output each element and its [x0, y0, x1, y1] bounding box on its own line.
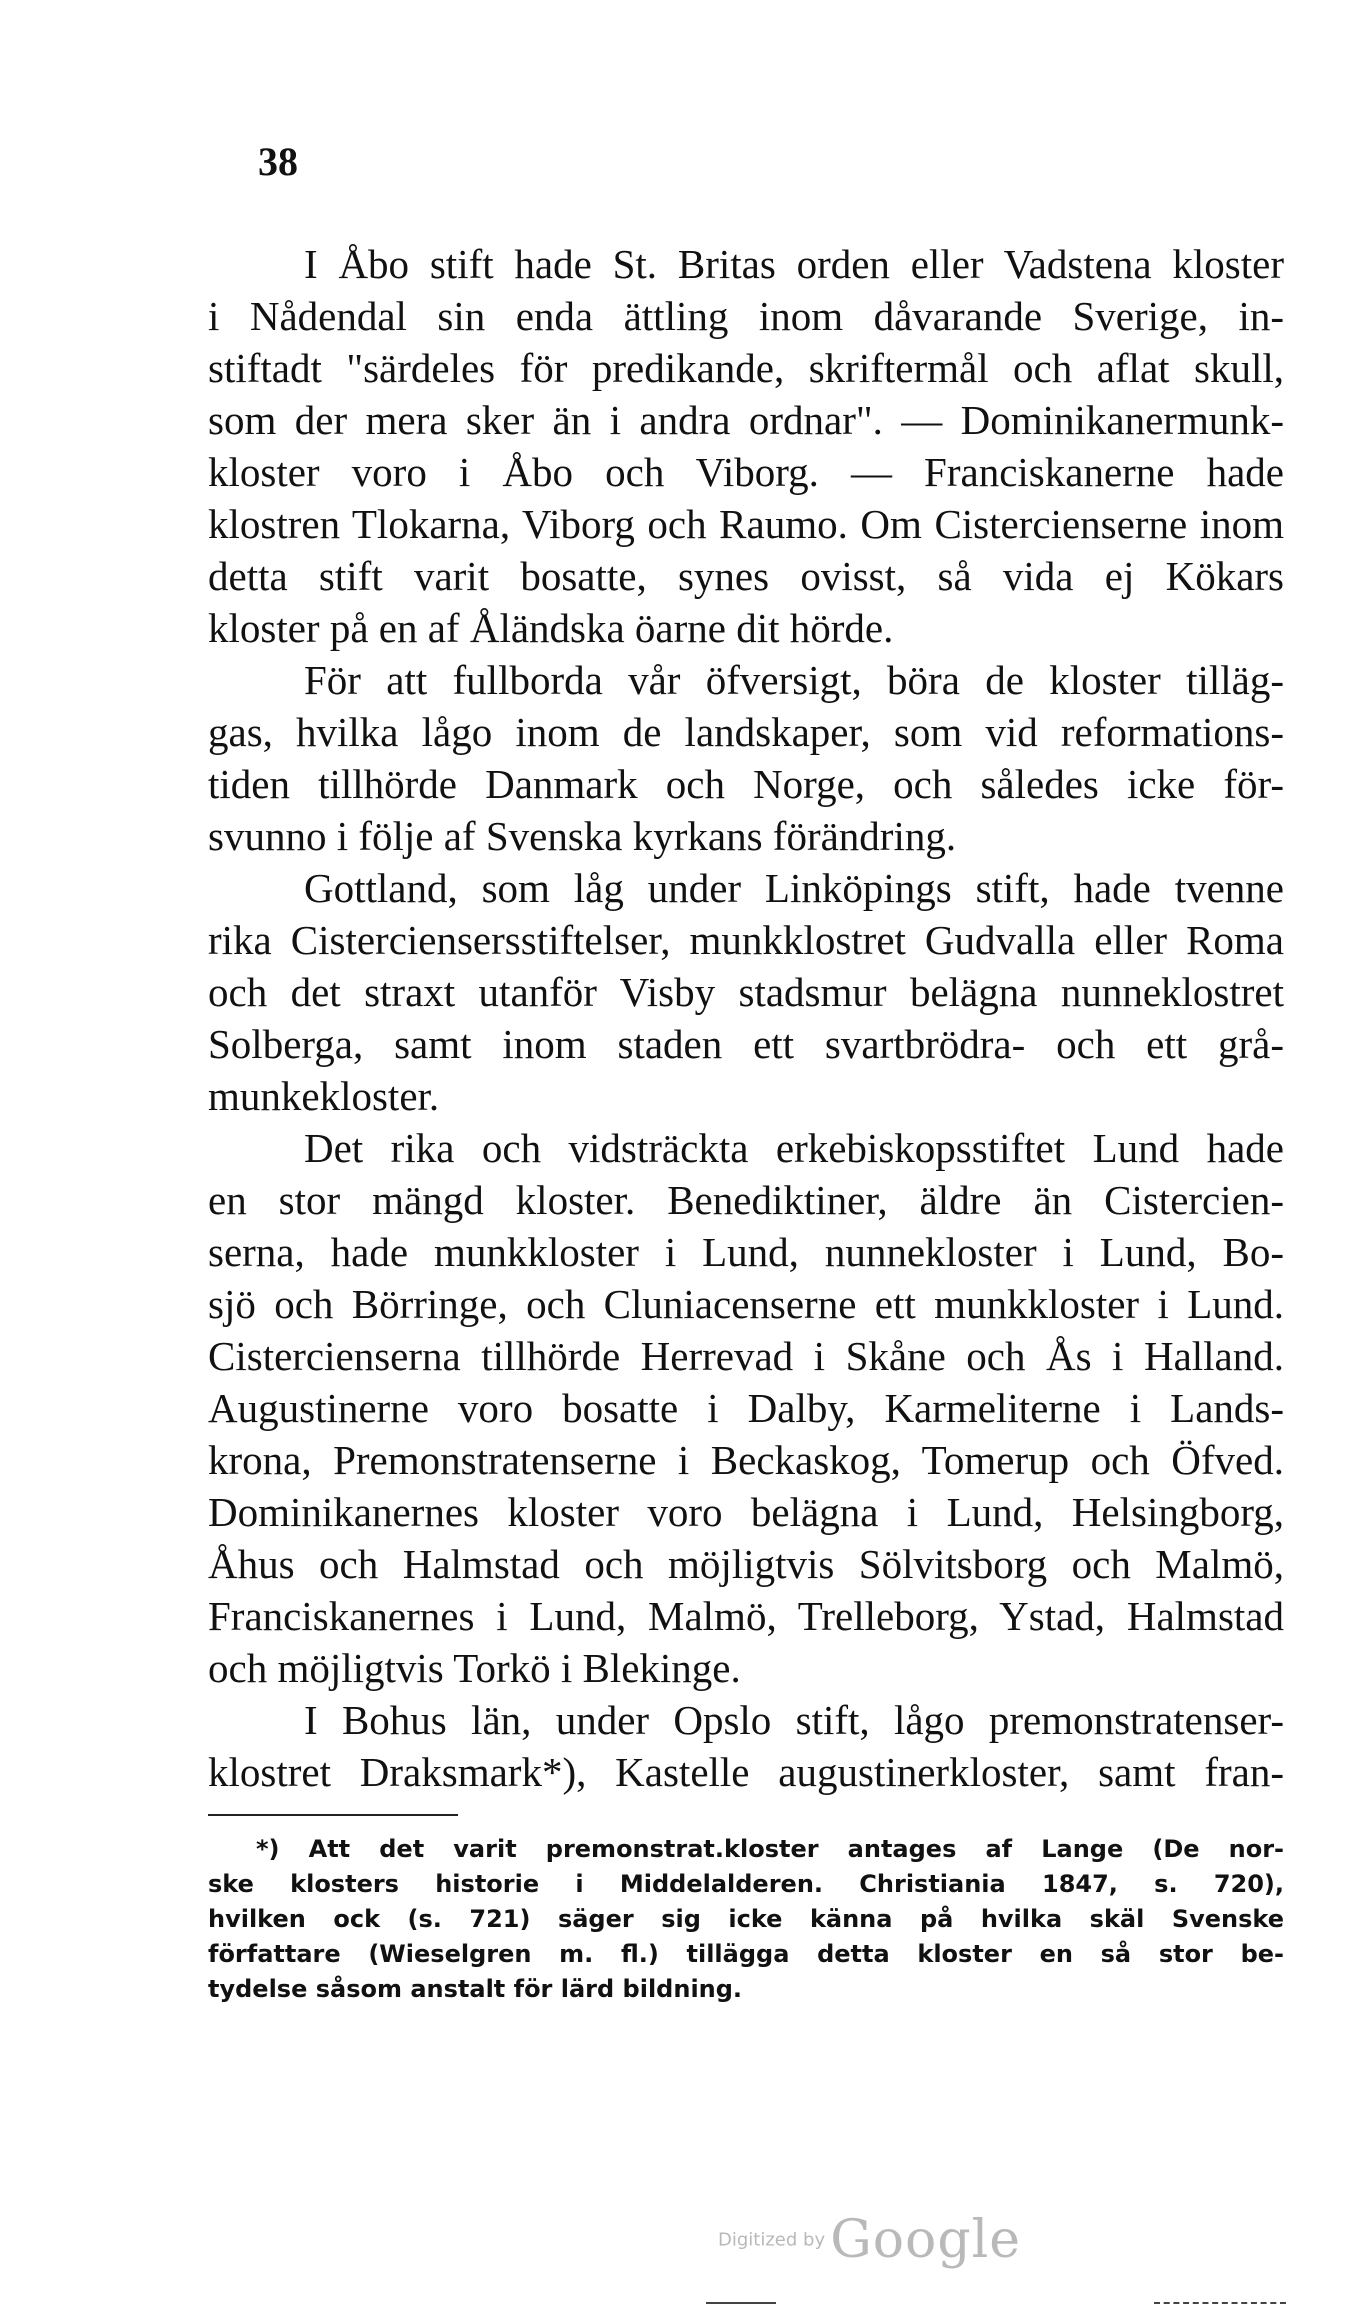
- bottom-edge-mark: [1154, 2302, 1286, 2304]
- text-line: För att fullborda vår öfversigt, böra de kloster tilläg-: [304, 657, 1284, 703]
- page-number: 38: [258, 139, 298, 184]
- footnote-line: författare (Wieselgren m. fl.) tillägga detta kloster en så stor be-: [208, 1940, 1284, 1968]
- footnote-line: *) Att det varit premonstrat.kloster antages af Lange (De nor-: [256, 1835, 1284, 1863]
- text-line: Cistercienserna tillhörde Herrevad i Skåne och Ås i Halland.: [208, 1333, 1284, 1379]
- text-line: Franciskanernes i Lund, Malmö, Trelleborg, Ystad, Halmstad: [208, 1593, 1284, 1639]
- text-line: I Bohus län, under Opslo stift, lågo premonstratenser-: [304, 1697, 1284, 1743]
- text-line: klostren Tlokarna, Viborg och Raumo. Om Cistercienserne inom: [208, 501, 1284, 547]
- text-line: munkekloster.: [208, 1073, 440, 1119]
- text-line: klostret Draksmark*), Kastelle augustinerkloster, samt fran-: [208, 1749, 1284, 1795]
- footnote-line: ske klosters historie i Middelalderen. Christiania 1847, s. 720),: [208, 1870, 1284, 1898]
- text-line: i Nådendal sin enda ättling inom dåvarande Sverige, in-: [208, 293, 1284, 339]
- text-line: Solberga, samt inom staden ett svartbrödra- och ett grå-: [208, 1021, 1284, 1067]
- text-line: tiden tillhörde Danmark och Norge, och således icke för-: [208, 761, 1284, 807]
- text-line: en stor mängd kloster. Benediktiner, äldre än Cistercien-: [208, 1177, 1284, 1223]
- text-line: krona, Premonstratenserne i Beckaskog, Tomerup och Öfved.: [208, 1437, 1284, 1483]
- text-line: Augustinerne voro bosatte i Dalby, Karmeliterne i Lands-: [208, 1385, 1284, 1431]
- text-line: Det rika och vidsträckta erkebiskopsstiftet Lund hade: [304, 1125, 1284, 1171]
- footnote: [208, 1832, 1284, 2007]
- watermark-prefix: Digitized by: [718, 2229, 826, 2251]
- footnote-line: tydelse såsom anstalt för lärd bildning.: [208, 1975, 743, 2003]
- text-line: kloster på en af Åländska öarne dit hörde.: [208, 605, 894, 651]
- text-line: rika Cisterciensersstiftelser, munkklostret Gudvalla eller Roma: [208, 917, 1284, 963]
- text-line: stiftadt "särdeles för predikande, skriftermål och aflat skull,: [208, 345, 1284, 391]
- text-line: sjö och Börringe, och Cluniacenserne ett munkkloster i Lund.: [208, 1281, 1284, 1327]
- digitized-watermark: [718, 2210, 1021, 2270]
- footnote-divider: [208, 1814, 458, 1816]
- text-line: Gottland, som låg under Linköpings stift, hade tvenne: [304, 865, 1284, 911]
- text-line: detta stift varit bosatte, synes ovisst, så vida ej Kökars: [208, 553, 1284, 599]
- text-line: Dominikanernes kloster voro belägna i Lund, Helsingborg,: [208, 1489, 1284, 1535]
- text-line: serna, hade munkkloster i Lund, nunnekloster i Lund, Bo-: [208, 1229, 1284, 1275]
- body-text: [208, 238, 1284, 1798]
- text-line: som der mera sker än i andra ordnar". — Dominikanermunk-: [208, 397, 1284, 443]
- text-line: svunno i följe af Svenska kyrkans förändring.: [208, 813, 957, 859]
- google-logo: Google: [830, 2210, 1022, 2270]
- text-line: och det straxt utanför Visby stadsmur belägna nunneklostret: [208, 969, 1284, 1015]
- text-line: gas, hvilka lågo inom de landskaper, som vid reformations-: [208, 709, 1284, 755]
- footnote-line: hvilken ock (s. 721) säger sig icke känna på hvilka skäl Svenske: [208, 1905, 1284, 1933]
- text-line: I Åbo stift hade St. Britas orden eller Vadstena kloster: [304, 241, 1284, 287]
- text-line: kloster voro i Åbo och Viborg. — Franciskanerne hade: [208, 449, 1284, 495]
- bottom-edge-mark: [706, 2302, 776, 2304]
- text-line: och möjligtvis Torkö i Blekinge.: [208, 1645, 741, 1691]
- text-line: Åhus och Halmstad och möjligtvis Sölvitsborg och Malmö,: [208, 1541, 1284, 1587]
